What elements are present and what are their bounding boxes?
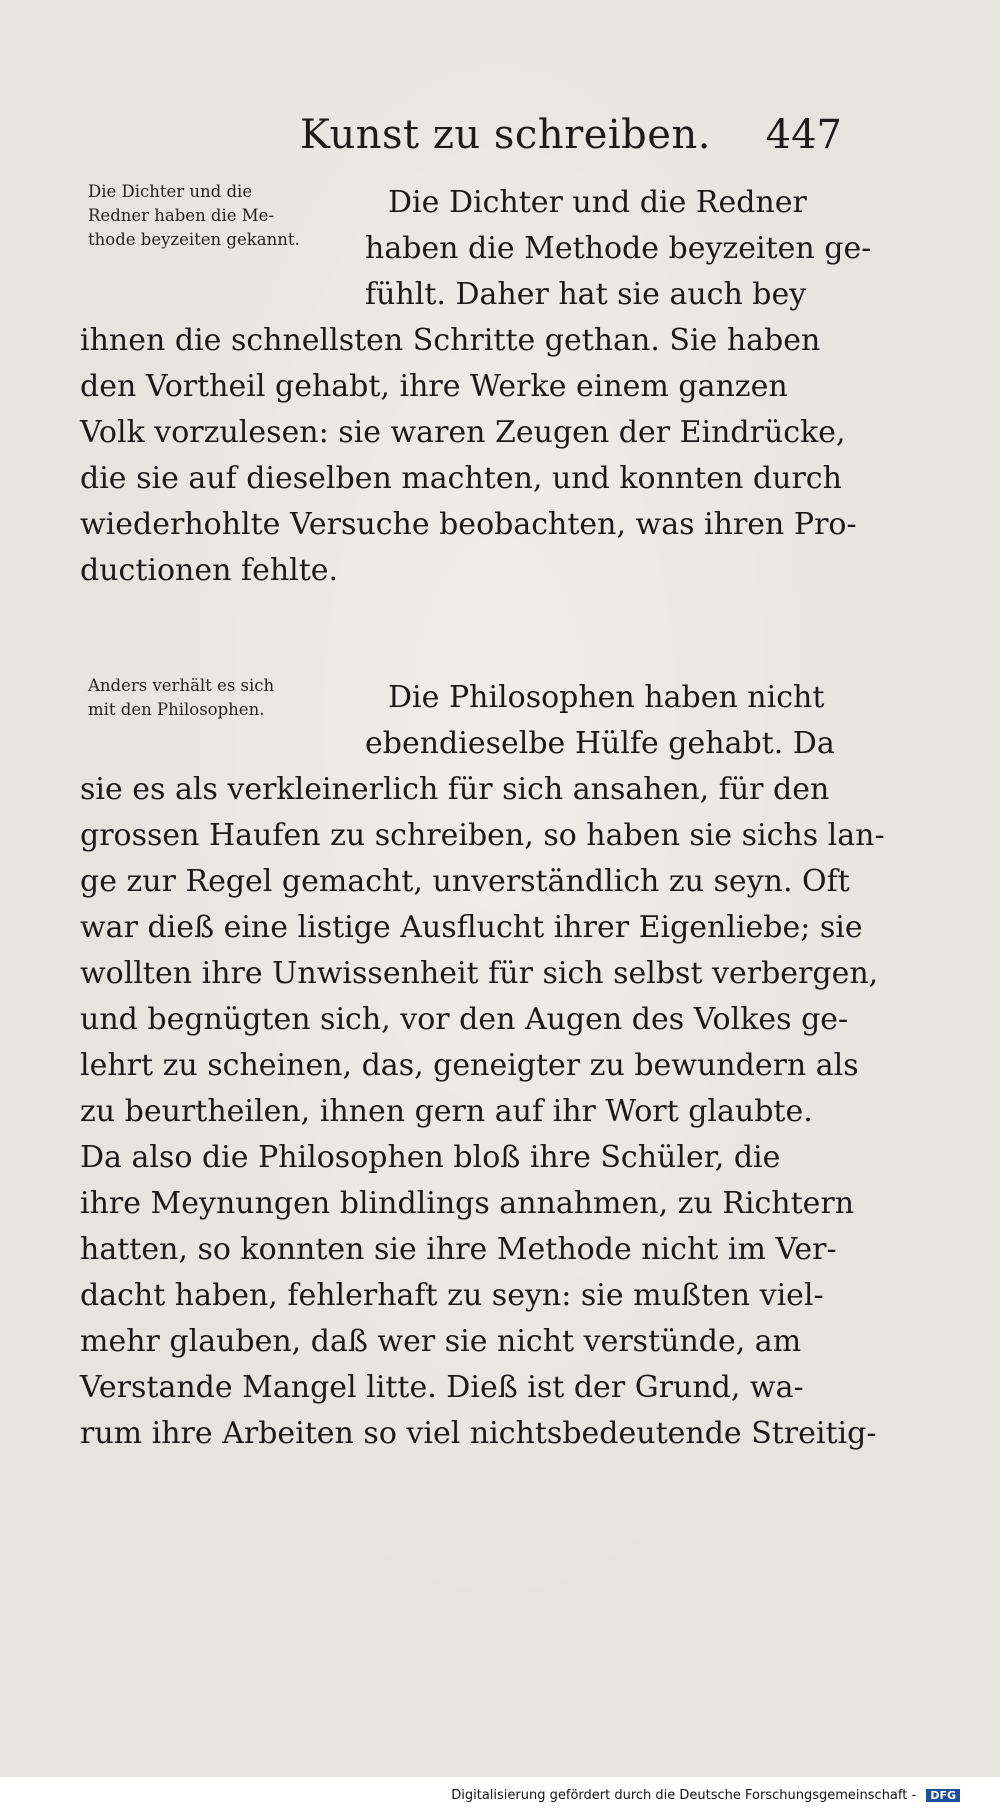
body-line: Da also die Philosophen bloß ihre Schüler, die — [80, 1140, 781, 1175]
body-line: ductionen fehlte. — [80, 553, 339, 588]
body-line: Die Dichter und die Redner — [388, 185, 807, 220]
body-line: ebendieselbe Hülfe gehabt. Da — [365, 726, 835, 761]
digitization-credit — [451, 1788, 960, 1803]
body-line: mehr glauben, daß wer sie nicht verstünde, am — [80, 1324, 802, 1359]
body-line: rum ihre Arbeiten so viel nichtsbedeutende Streitig- — [80, 1416, 877, 1451]
body-line: fühlt. Daher hat sie auch bey — [365, 277, 807, 312]
body-line: den Vortheil gehabt, ihre Werke einem ganzen — [80, 369, 788, 404]
footer-band — [0, 1777, 1000, 1811]
body-line: Volk vorzulesen: sie waren Zeugen der Eindrücke, — [80, 415, 846, 450]
page-header — [90, 112, 842, 172]
body-line: und begnügten sich, vor den Augen des Volkes ge- — [80, 1002, 849, 1037]
body-line: Die Philosophen haben nicht — [388, 680, 825, 715]
body-line: dacht haben, fehlerhaft zu seyn: sie mußten viel- — [80, 1278, 824, 1313]
margin-note-line: mit den Philosophen. — [88, 700, 265, 719]
body-line: hatten, so konnten sie ihre Methode nicht im Ver- — [80, 1232, 837, 1267]
margin-note-poets — [88, 180, 300, 252]
body-line: grossen Haufen zu schreiben, so haben sie sichs lan- — [80, 818, 885, 853]
margin-note-line: thode beyzeiten gekannt. — [88, 230, 300, 249]
body-line: wiederhohlte Versuche beobachten, was ihren Pro- — [80, 507, 857, 542]
body-line: wollten ihre Unwissenheit für sich selbst verbergen, — [80, 956, 879, 991]
body-line: lehrt zu scheinen, das, geneigter zu bewundern als — [80, 1048, 859, 1083]
dfg-logo-icon: DFG — [926, 1789, 960, 1802]
running-title: Kunst zu schreiben. — [300, 112, 711, 158]
body-line: Verstande Mangel litte. Dieß ist der Grund, wa- — [80, 1370, 804, 1405]
body-line: ge zur Regel gemacht, unverständlich zu seyn. Oft — [80, 864, 850, 899]
body-line: ihnen die schnellsten Schritte gethan. Sie haben — [80, 323, 821, 358]
body-line: war dieß eine listige Ausflucht ihrer Eigenliebe; sie — [80, 910, 863, 945]
margin-note-line: Anders verhält es sich — [88, 676, 275, 695]
body-line: haben die Methode beyzeiten ge- — [365, 231, 872, 266]
margin-note-philosophers — [88, 674, 274, 722]
margin-note-line: Die Dichter und die — [88, 182, 253, 201]
body-line: zu beurtheilen, ihnen gern auf ihr Wort glaubte. — [80, 1094, 813, 1129]
credit-text: Digitalisierung gefördert durch die Deutsche Forschungsgemeinschaft - — [451, 1788, 917, 1803]
body-line: sie es als verkleinerlich für sich ansahen, für den — [80, 772, 830, 807]
margin-note-line: Redner haben die Me- — [88, 206, 275, 225]
body-line: die sie auf dieselben machten, und konnten durch — [80, 461, 842, 496]
page-number: 447 — [765, 112, 842, 158]
body-line: ihre Meynungen blindlings annahmen, zu Richtern — [80, 1186, 855, 1221]
